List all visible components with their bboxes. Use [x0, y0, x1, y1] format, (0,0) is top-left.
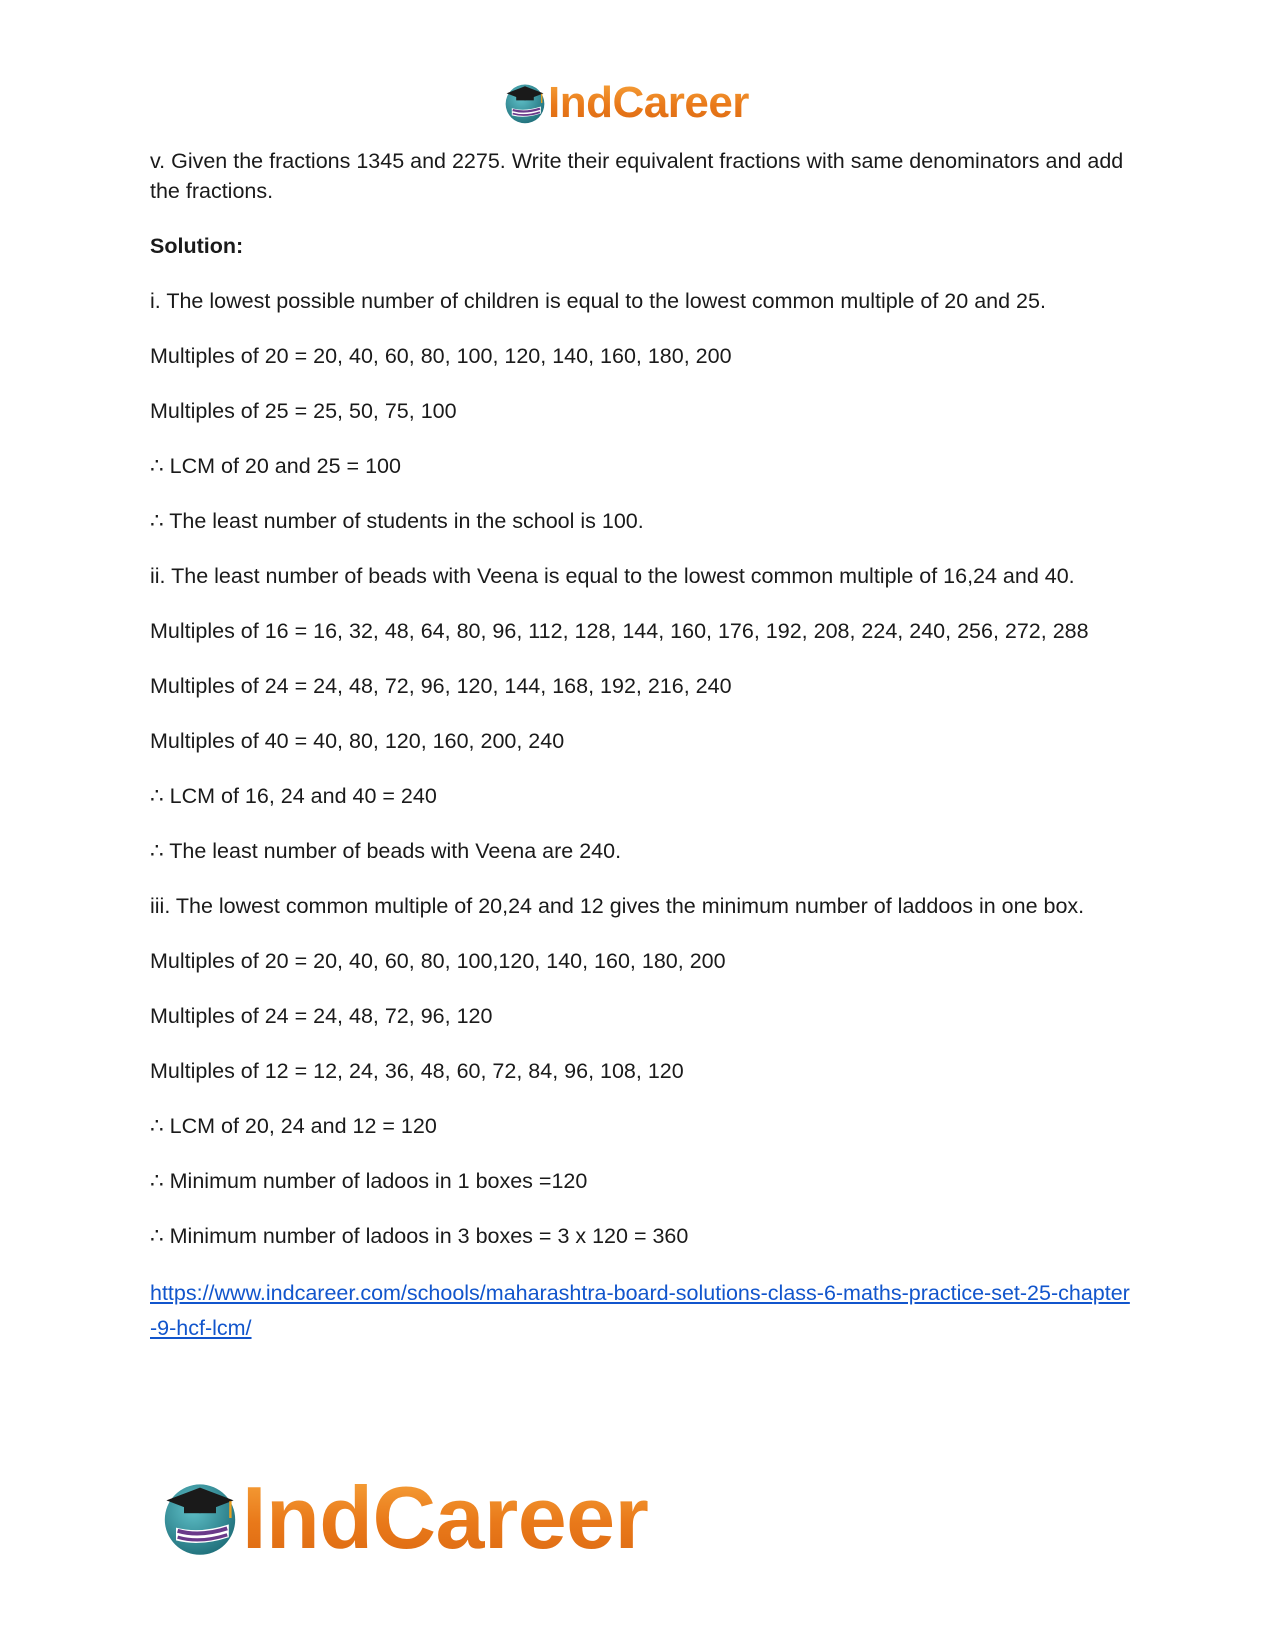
header-logo	[503, 78, 749, 128]
part-ii-line: ∴ LCM of 16, 24 and 40 = 240	[150, 784, 437, 808]
part-iii-line: Multiples of 20 = 20, 40, 60, 80, 100,120, 140, 160, 180, 200	[150, 949, 726, 973]
part-ii-line: ∴ The least number of beads with Veena are 240.	[150, 839, 622, 863]
brand-name: IndCareer	[548, 78, 749, 127]
part-iii-line: ∴ Minimum number of ladoos in 3 boxes = 3 x 120 = 360	[150, 1224, 689, 1248]
part-ii-line: Multiples of 24 = 24, 48, 72, 96, 120, 144, 168, 192, 216, 240	[150, 674, 732, 698]
brand-name: IndCareer	[242, 1468, 649, 1567]
part-ii-line: Multiples of 16 = 16, 32, 48, 64, 80, 96, 112, 128, 144, 160, 176, 192, 208, 224, 240, 256, 272, 288	[150, 619, 1089, 643]
part-iii-line: ∴ LCM of 20, 24 and 12 = 120	[150, 1114, 437, 1138]
part-iii-line: Multiples of 24 = 24, 48, 72, 96, 120	[150, 1004, 493, 1028]
document-body	[150, 146, 1130, 1346]
part-i-line: Multiples of 25 = 25, 50, 75, 100	[150, 399, 457, 423]
part-iii-line: Multiples of 12 = 12, 24, 36, 48, 60, 72, 84, 96, 108, 120	[150, 1059, 684, 1083]
graduation-cap-globe-icon	[160, 1478, 240, 1558]
part-ii-line: Multiples of 40 = 40, 80, 120, 160, 200, 240	[150, 729, 565, 753]
part-ii-intro: ii. The least number of beads with Veena is equal to the lowest common multiple of 16,24 and 40.	[150, 564, 1075, 588]
source-link[interactable]: https://www.indcareer.com/schools/maharashtra-board-solutions-class-6-maths-practice-set-25-chapter-9-hcf-lcm/	[150, 1281, 1130, 1340]
graduation-cap-globe-icon	[503, 81, 547, 125]
question-v: v. Given the fractions 1345 and 2275. Write their equivalent fractions with same denominators and add the fractions.	[150, 149, 1124, 203]
part-i-line: ∴ The least number of students in the school is 100.	[150, 509, 644, 533]
part-iii-intro: iii. The lowest common multiple of 20,24 and 12 gives the minimum number of laddoos in one box.	[150, 894, 1085, 918]
part-iii-line: ∴ Minimum number of ladoos in 1 boxes =120	[150, 1169, 588, 1193]
part-i-line: Multiples of 20 = 20, 40, 60, 80, 100, 120, 140, 160, 180, 200	[150, 344, 732, 368]
footer-logo	[160, 1468, 648, 1568]
solution-heading: Solution:	[150, 234, 244, 258]
part-i-line: ∴ LCM of 20 and 25 = 100	[150, 454, 401, 478]
part-i-intro: i. The lowest possible number of children is equal to the lowest common multiple of 20 and 25.	[150, 289, 1046, 313]
